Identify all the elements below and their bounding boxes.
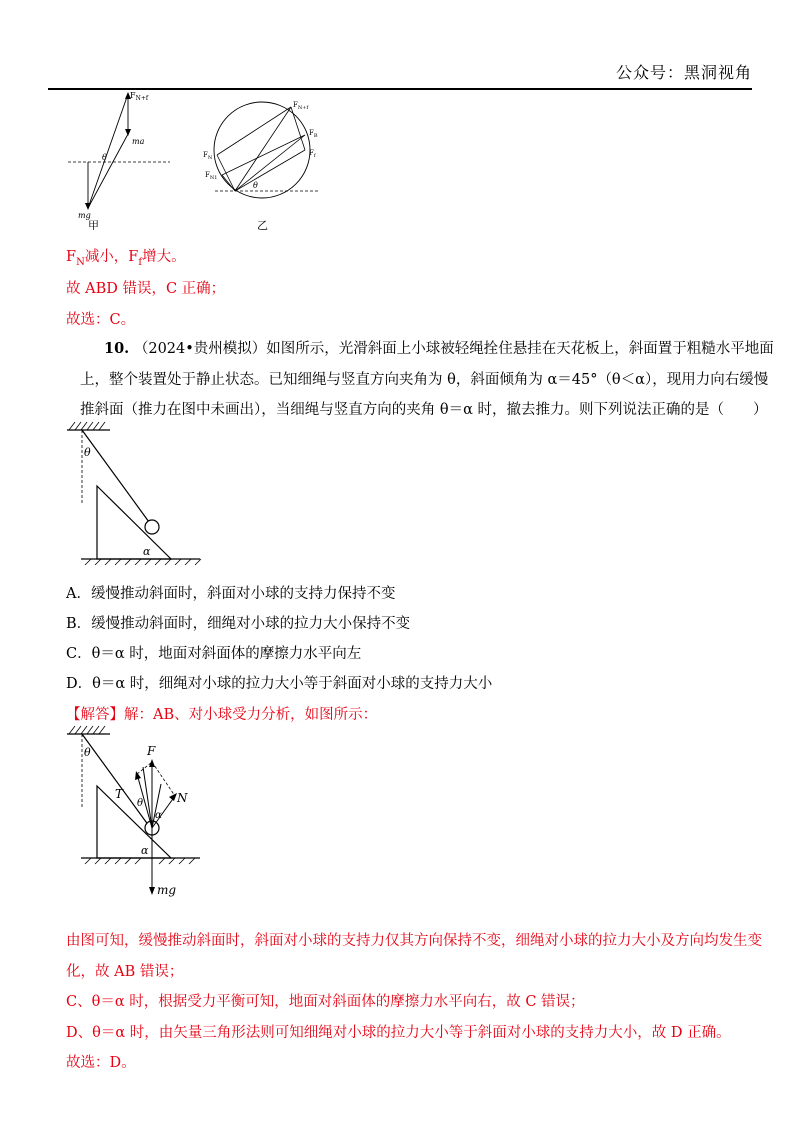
q-label-theta: θ (84, 446, 91, 459)
s-label-N: N (177, 791, 188, 805)
solution-p1-line1: 由图可知，缓慢推动斜面时，斜面对小球的支持力仅其方向保持不变，细绳对小球的拉力大小及方向均发生变 (66, 933, 762, 949)
solution-p3: D、θ＝α 时，由矢量三角形法则可知细绳对小球的拉力大小等于斜面对小球的支持力大小，故 D 正确。 (66, 1025, 731, 1041)
s-label-mg: mg (157, 883, 177, 897)
option-b[interactable]: B．缓慢推动斜面时，细绳对小球的拉力大小保持不变 (66, 616, 411, 632)
caption-yi: 乙 (257, 219, 268, 232)
label-ma: ma (132, 137, 145, 146)
prev-answer-line1: $F_N$减小，$F_f$增大。 (66, 249, 186, 268)
question-figure (65, 418, 215, 573)
s-label-alpha-bottom: α (141, 844, 149, 857)
figure-jia (60, 90, 180, 230)
label-mg: mg (78, 211, 91, 220)
question-line1: 10. （2024•贵州模拟）如图所示，光滑斜面上小球被轻绳拴住悬挂在天花板上，斜面置于粗糙水平地面 (104, 340, 774, 357)
question-line3: 推斜面（推力在图中未画出），当细绳与竖直方向的夹角 θ＝α 时，撤去推力。则下列说法正确的是（ ） (80, 402, 768, 418)
option-c[interactable]: C．θ＝α 时，地面对斜面体的摩擦力水平向左 (66, 646, 362, 662)
prev-answer-line3: 故选：C。 (66, 312, 136, 328)
solution-p2: C、θ＝α 时，根据受力平衡可知，地面对斜面体的摩擦力水平向右，故 C 错误； (66, 994, 585, 1010)
solution-p4: 故选：D。 (66, 1055, 136, 1071)
solution-p1-line2: 化，故 AB 错误； (66, 964, 184, 980)
label-theta: θ (102, 153, 107, 162)
option-a[interactable]: A．缓慢推动斜面时，斜面对小球的支持力保持不变 (66, 586, 396, 602)
label-fb: $F_B$ (309, 129, 318, 139)
label-fn1: $F_{N1}$ (205, 171, 218, 181)
s-label-T: T (115, 787, 124, 801)
label-fnf-r: $F_{N+f}$ (293, 101, 309, 111)
s-label-theta-mid: θ (137, 798, 144, 809)
solution-figure (65, 722, 225, 902)
option-d[interactable]: D．θ＝α 时，细绳对小球的拉力大小等于斜面对小球的支持力大小 (66, 676, 493, 692)
s-label-alpha-mid: α (155, 810, 162, 821)
question-line2: 上，整个装置处于静止状态。已知细绳与竖直方向夹角为 θ，斜面倾角为 α＝45°（θ＜α），现用力向右缓慢 (80, 372, 769, 388)
solution-intro: 【解答】解：AB、对小球受力分析，如图所示： (66, 707, 378, 723)
s-label-F: F (147, 744, 156, 758)
label-fnf: $F_{N+f}$ (130, 91, 149, 102)
s-label-theta-top: θ (84, 746, 91, 759)
prev-answer-line2: 故 ABD 错误，C 正确； (66, 281, 226, 297)
label-fn: $F_N$ (203, 151, 213, 161)
header-title: 公众号：黑洞视角 (615, 63, 752, 82)
figure-yi (195, 95, 325, 235)
q-label-alpha: α (143, 545, 151, 558)
caption-jia: 甲 (88, 219, 99, 230)
label-ff: $F_f$ (309, 149, 316, 159)
label-theta-r: θ (253, 181, 258, 190)
